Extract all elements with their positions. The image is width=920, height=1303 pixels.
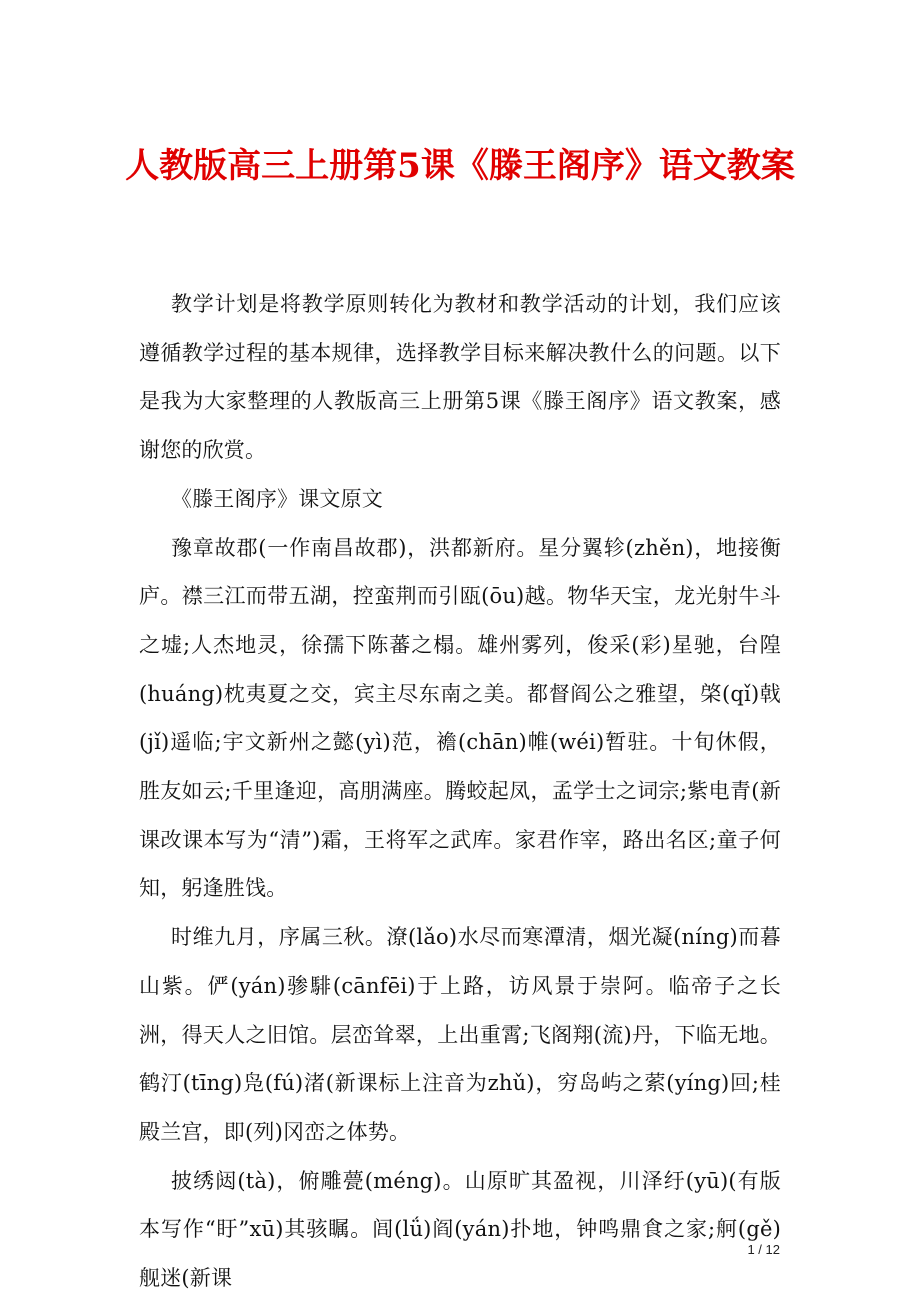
intro-paragraph: 教学计划是将教学原则转化为教材和教学活动的计划，我们应该遵循教学过程的基本规律，选择教学目标来解决教什么的问题。以下是我为大家整理的人教版高三上册第5课《滕王阁序》语文教案，感谢您的欣赏。 xyxy=(139,292,781,463)
document-title: 人教版高三上册第5课《滕王阁序》语文教案 xyxy=(125,146,795,186)
text-paragraph-2: 时维九月，序属三秋。潦(lǎo)水尽而寒潭清，烟光凝(níng)而暮山紫。俨(yán)骖騑(cānfēi)于上路，访风景于崇阿。临帝子之长洲，得天人之旧馆。层峦耸翠，上出重霄;飞阁翔(流)丹，下临无地。鹤汀(tīng)凫(fú)渚(新课标上注音为zhǔ)，穷岛屿之萦(yíng)回;桂殿兰宫，即(列)冈峦之体势。 xyxy=(139,925,781,1144)
text-paragraph-1: 豫章故郡(一作南昌故郡)，洪都新府。星分翼轸(zhěn)，地接衡庐。襟三江而带五湖，控蛮荆而引瓯(ōu)越。物华天宝，龙光射牛斗之墟;人杰地灵，徐孺下陈蕃之榻。雄州雾列，俊采(彩)星驰，台隍(huáng)枕夷夏之交，宾主尽东南之美。都督阎公之雅望，棨(qǐ)戟(jǐ)遥临;宇文新州之懿(yì)范，襜(chān)帷(wéi)暂驻。十旬休假，胜友如云;千里逢迎，高朋满座。腾蛟起凤，孟学士之词宗;紫电青(新课改课本写为“清”)霜，王将军之武库。家君作宰，路出名区;童子何知，躬逢胜饯。 xyxy=(139,535,781,901)
document-body xyxy=(139,280,781,1303)
page-indicator: 1 / 12 xyxy=(747,1242,780,1257)
text-paragraph-3: 披绣闼(tà)，俯雕甍(méng)。山原旷其盈视，川泽纡(yū)(有版本写作“盱”xū)其骇瞩。闾(lǘ)阎(yán)扑地，钟鸣鼎食之家;舸(gě)舰迷(新课 xyxy=(139,1168,781,1291)
section-heading: 《滕王阁序》课文原文 xyxy=(171,486,383,511)
